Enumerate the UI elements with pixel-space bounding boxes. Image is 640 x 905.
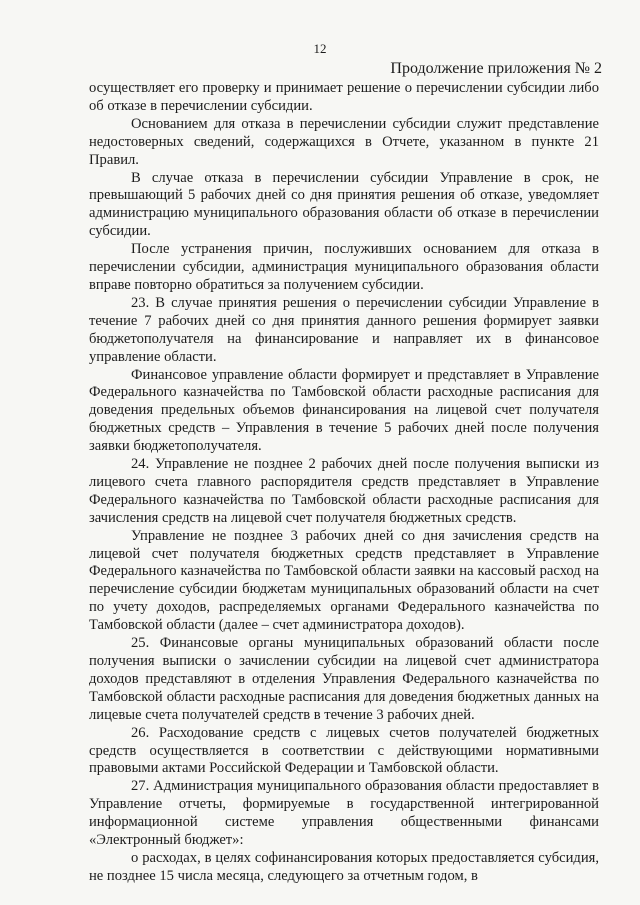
paragraph-item-25: 25. Финансовые органы муниципальных образований области после получения выписки о зачислении субсидии на лицевой счет администратора доходов представляют в отделения Управления Федерального казначейства по Тамбовской области расходные расписания для доведения бюджетных данных на лицевые счета получателей средств в течение 3 рабочих дней. [89, 635, 599, 723]
paragraph: Финансовое управление области формирует и представляет в Управление Федерального казначейства по Тамбовской области расходные расписания для доведения предельных объемов финансирования на лицевой счет получателя бюджетных средств – Управления в течение 5 рабочих дней после получения заявки бюджетополучателя. [89, 366, 599, 455]
page-number: 12 [313, 41, 327, 56]
document-body [89, 80, 599, 886]
paragraph: Основанием для отказа в перечислении субсидии служит представление недостоверных сведений, содержащихся в Отчете, указанном в пункте 21 Правил. [89, 115, 599, 168]
paragraph-item-27: 27. Администрация муниципального образования области предоставляет в Управление отчеты, формируемые в государственной интегрированной информационной системе управления общественными финансами «Электронный бюджет»: [89, 778, 599, 849]
paragraph: о расходах, в целях софинансирования которых предоставляется субсидия, не позднее 15 числа месяца, следующего за отчетным годом, в [89, 849, 599, 884]
appendix-continuation-note: Продолжение приложения № 2 [390, 60, 602, 77]
paragraph-item-26: 26. Расходование средств с лицевых счетов получателей бюджетных средств осуществляется в соответствии с действующими нормативными правовыми актами Российской Федерации и Тамбовской области. [89, 724, 599, 777]
paragraph: осуществляет его проверку и принимает решение о перечислении субсидии либо об отказе в перечислении субсидии. [89, 80, 599, 114]
paragraph: Управление не позднее 3 рабочих дней со дня зачисления средств на лицевой счет получателя бюджетных средств представляет в Управление Федерального казначейства по Тамбовской области заявки на кассовый расход на перечисление субсидии бюджетам муниципальных образований области на счет по учету доходов, распределяемых органами Федерального казначейства по Тамбовской области (далее – счет администратора доходов). [89, 527, 599, 634]
paragraph: После устранения причин, послуживших основанием для отказа в перечислении субсидии, администрация муниципального образования области вправе повторно обратиться за получением субсидии. [89, 241, 599, 293]
paragraph: В случае отказа в перечислении субсидии Управление в срок, не превышающий 5 рабочих дней со дня принятия решения об отказе, уведомляет администрацию муниципального образования области об отказе в перечислении субсидии. [89, 169, 599, 240]
paragraph-item-23: 23. В случае принятия решения о перечислении субсидии Управление в течение 7 рабочих дней со дня принятия данного решения формирует заявки бюджетополучателя на финансирование и направляет их в финансовое управление области. [89, 294, 599, 365]
paragraph-item-24: 24. Управление не позднее 2 рабочих дней после получения выписки из лицевого счета главного распорядителя средств представляет в Управление Федерального казначейства по Тамбовской области расходные расписания для зачисления средств на лицевой счет получателя бюджетных средств. [89, 456, 599, 526]
